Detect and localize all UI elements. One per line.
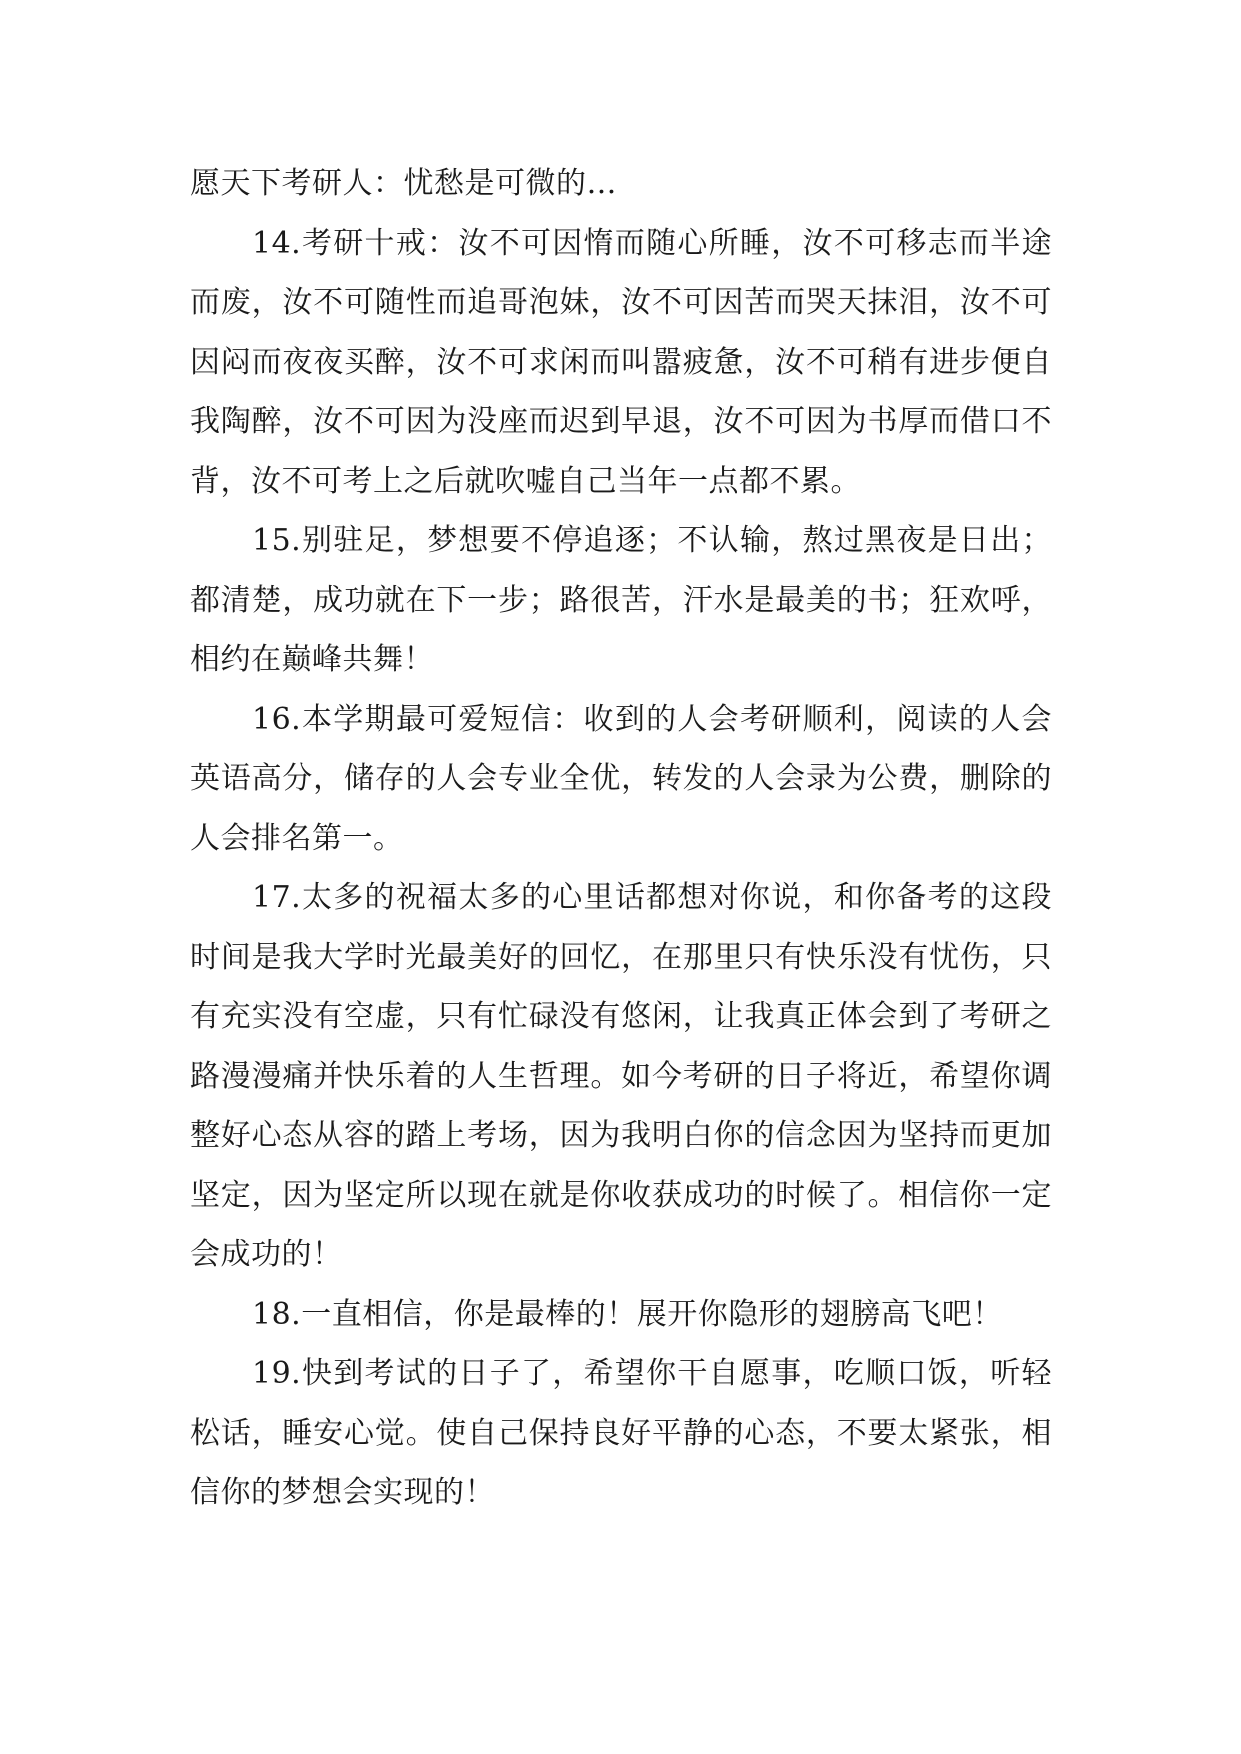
paragraph-14: 14.考研十戒：汝不可因惰而随心所睡，汝不可移志而半途而废，汝不可随性而追哥泡妹，汝不可因苦而哭天抹泪，汝不可因闷而夜夜买醉，汝不可求闲而叫嚣疲惫，汝不可稍有进步便自我陶醉，汝不可因为没座而迟到早退，汝不可因为书厚而借口不背，汝不可考上之后就吹嘘自己当年一点都不累。 [190, 225, 1052, 499]
paragraph-13-tail: 愿天下考研人：忧愁是可微的… [190, 166, 617, 201]
paragraph-17: 17.太多的祝福太多的心里话都想对你说，和你备考的这段时间是我大学时光最美好的回忆，在那里只有快乐没有忧伤，只有充实没有空虚，只有忙碌没有悠闲，让我真正体会到了考研之路漫漫痛并快乐着的人生哲理。如今考研的日子将近，希望你调整好心态从容的踏上考场，因为我明白你的信念因为坚持而更加坚定，因为坚定所以现在就是你收获成功的时候了。相信你一定会成功的！ [190, 880, 1052, 1272]
paragraph-19: 19.快到考试的日子了，希望你干自愿事，吃顺口饭，听轻松话，睡安心觉。使自己保持良好平静的心态，不要太紧张，相信你的梦想会实现的！ [190, 1356, 1052, 1510]
paragraph-15: 15.别驻足，梦想要不停追逐；不认输，熬过黑夜是日出；都清楚，成功就在下一步；路很苦，汗水是最美的书；狂欢呼，相约在巅峰共舞！ [190, 523, 1052, 677]
paragraph-18: 18.一直相信，你是最棒的！展开你隐形的翅膀高飞吧！ [252, 1296, 1003, 1332]
paragraph-16: 16.本学期最可爱短信：收到的人会考研顺利，阅读的人会英语高分，储存的人会专业全优，转发的人会录为公费，删除的人会排名第一。 [190, 701, 1052, 856]
document-page [190, 154, 1052, 1523]
